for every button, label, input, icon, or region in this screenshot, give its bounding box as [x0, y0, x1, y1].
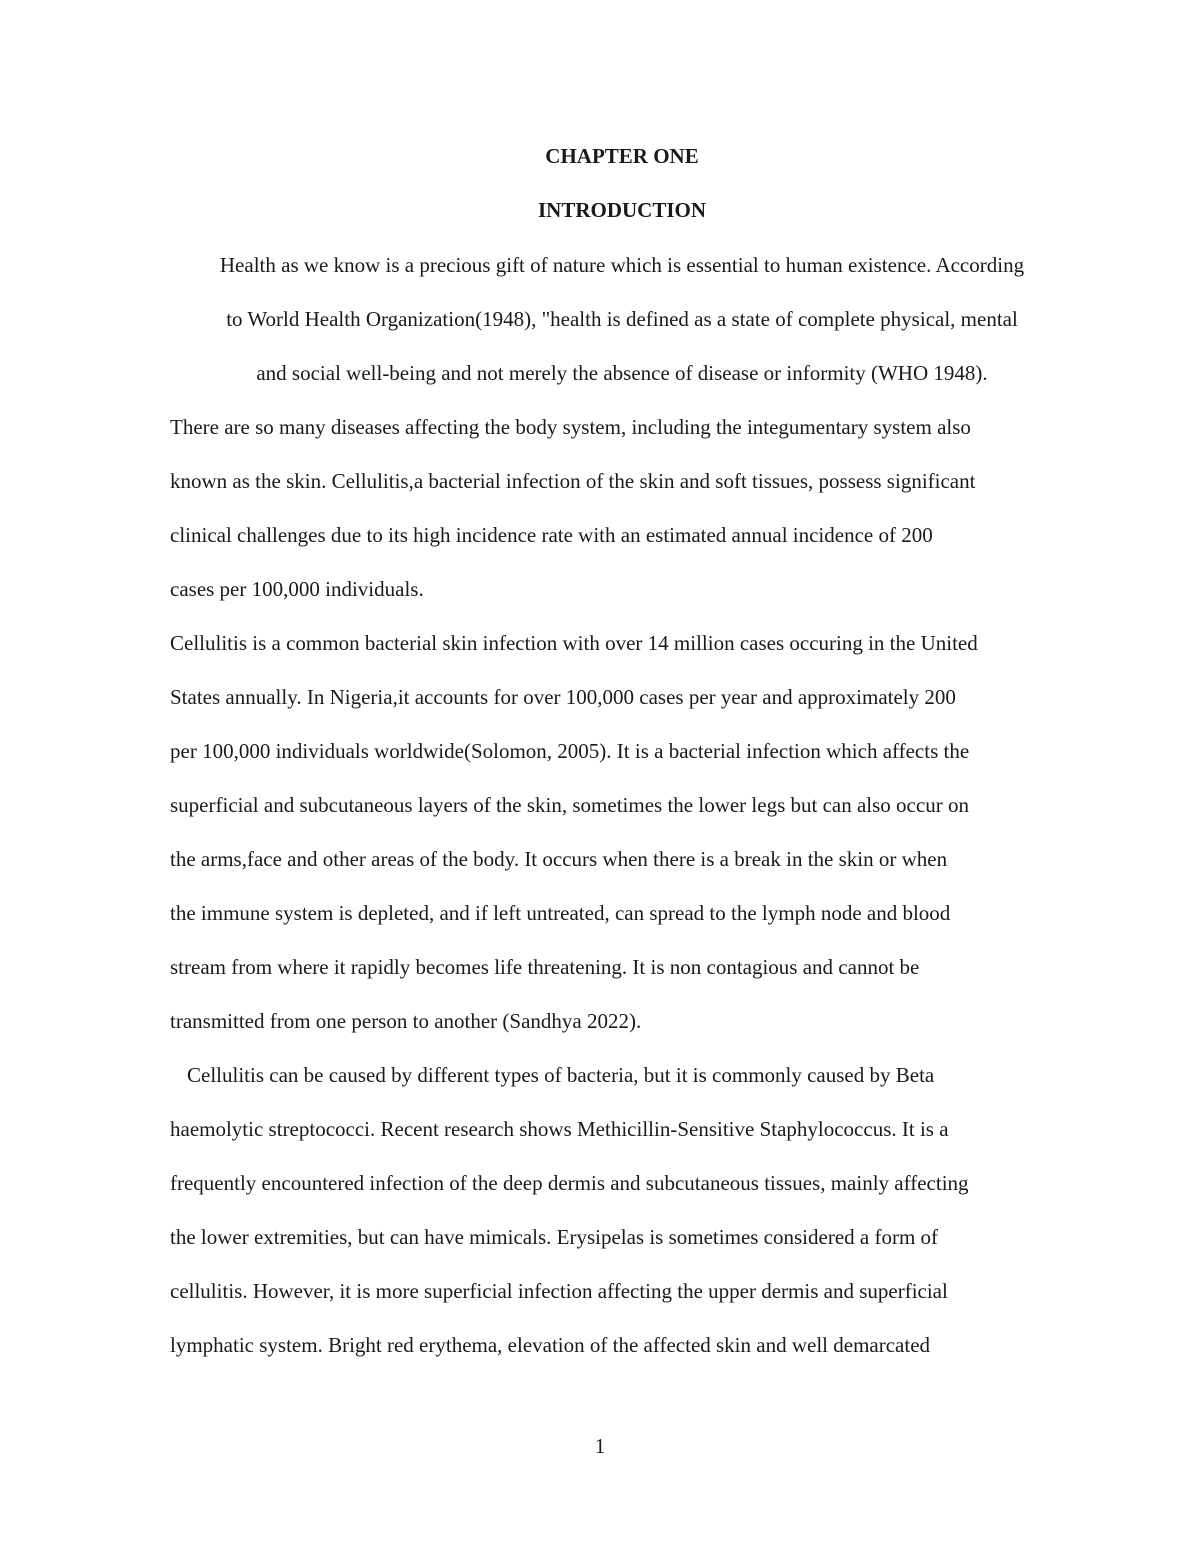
body-line-19: the lower extremities, but can have mimicals. Erysipelas is sometimes considered a form of — [170, 1225, 939, 1249]
body-line-15: transmitted from one person to another (Sandhya 2022). — [170, 1009, 642, 1033]
body-line-11: superficial and subcutaneous layers of the skin, sometimes the lower legs but can also occur on — [170, 793, 969, 817]
body-line-7: cases per 100,000 individuals. — [170, 577, 424, 601]
section-heading: INTRODUCTION — [537, 198, 707, 222]
body-line-1: Health as we know is a precious gift of nature which is essential to human existence. According — [219, 253, 1025, 277]
body-line-13: the immune system is depleted, and if left untreated, can spread to the lymph node and blood — [170, 901, 951, 925]
body-line-4: There are so many diseases affecting the body system, including the integumentary system also — [170, 415, 971, 439]
body-line-20: cellulitis. However, it is more superficial infection affecting the upper dermis and superficial — [170, 1279, 948, 1303]
chapter-heading: CHAPTER ONE — [545, 144, 699, 168]
body-line-10: per 100,000 individuals worldwide(Solomon, 2005). It is a bacterial infection which affects the — [170, 739, 970, 763]
body-line-21: lymphatic system. Bright red erythema, elevation of the affected skin and well demarcated — [170, 1333, 931, 1357]
page-number: 1 — [594, 1434, 606, 1458]
body-line-16: Cellulitis can be caused by different types of bacteria, but it is commonly caused by Beta — [187, 1063, 935, 1087]
body-line-9: States annually. In Nigeria,it accounts for over 100,000 cases per year and approximately 200 — [170, 685, 956, 709]
body-line-5: known as the skin. Cellulitis,a bacterial infection of the skin and soft tissues, possess significant — [170, 469, 976, 493]
body-line-2: to World Health Organization(1948), "health is defined as a state of complete physical, mental — [226, 307, 1018, 331]
body-line-18: frequently encountered infection of the deep dermis and subcutaneous tissues, mainly affecting — [170, 1171, 969, 1195]
body-line-14: stream from where it rapidly becomes life threatening. It is non contagious and cannot be — [170, 955, 920, 979]
body-line-12: the arms,face and other areas of the body. It occurs when there is a break in the skin or when — [170, 847, 948, 871]
body-line-6: clinical challenges due to its high incidence rate with an estimated annual incidence of 200 — [170, 523, 933, 547]
body-line-17: haemolytic streptococci. Recent research shows Methicillin-Sensitive Staphylococcus. It is a — [170, 1117, 949, 1141]
body-line-8: Cellulitis is a common bacterial skin infection with over 14 million cases occuring in the United — [170, 631, 978, 655]
body-line-3: and social well-being and not merely the absence of disease or informity (WHO 1948). — [256, 361, 988, 385]
